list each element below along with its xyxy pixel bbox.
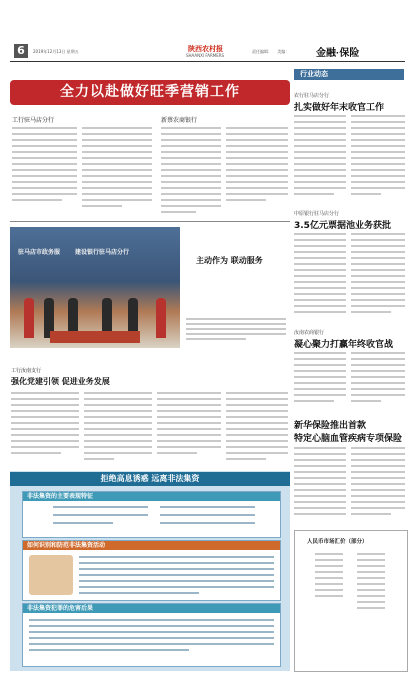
right-item-4-title2: 特定心脑血管疾病专项保险 — [294, 434, 403, 444]
anti-fraud-title: 拒绝高息诱惑 远离非法集资 — [10, 472, 290, 486]
editor-line: 责任编辑： 美编： — [252, 49, 290, 54]
photo-sign-1: 驻马店市政务服 — [18, 249, 61, 256]
newspaper-logo: 陕西农村报 — [188, 44, 223, 53]
photo-sign-2: 建设银行驻马店分行 — [75, 249, 130, 256]
photo-caption-title: 主动作为 联动服务 — [196, 256, 263, 265]
promo-box-1-title: 非法集资的主要表现特征 — [23, 492, 280, 501]
right-item-2-org: 中原银行驻马店分行 — [294, 211, 340, 217]
divider — [10, 221, 290, 222]
right-item-4-title: 新华保险推出首款 — [294, 421, 367, 431]
right-item-3-title: 凝心聚力打赢年终收官战 — [294, 340, 394, 350]
section-title: 金融·保险 — [316, 48, 360, 59]
article-org-1: 工行驻马店分行 — [12, 117, 55, 124]
exchange-rate-box — [294, 530, 408, 672]
newspaper-logo-sub: SHAANXI FARMERS — [186, 53, 225, 58]
exchange-rate-title: 人民币市场汇价（部分） — [307, 539, 368, 545]
header-rule — [10, 61, 405, 62]
article-org-2: 新蔡农商银行 — [161, 117, 198, 124]
right-item-1-title: 扎实做好年末收官工作 — [294, 103, 385, 113]
promo-box-1 — [22, 491, 281, 538]
industry-news-tag: 行业动态 — [294, 69, 404, 80]
illustration — [29, 555, 73, 595]
promo-box-2 — [22, 540, 281, 601]
page-number: 6 — [14, 44, 28, 58]
promo-box-3-title: 非法集资犯罪的危害后果 — [23, 604, 280, 613]
article-cm-title: 强化党建引领 促进业务发展 — [11, 377, 110, 386]
date-line: 2019年12月13日 星期五 — [33, 49, 79, 54]
promo-box-3 — [22, 603, 281, 667]
right-item-2-title: 3.5亿元票据池业务获批 — [294, 221, 391, 231]
right-item-1-org: 农行驻马店分行 — [294, 93, 330, 99]
news-photo — [10, 227, 180, 348]
right-item-3-org: 汝南农商银行 — [294, 330, 325, 336]
promo-box-2-title: 如何识别和防范非法集资活动 — [23, 541, 280, 550]
headline-banner: 全力以赴做好旺季营销工作 — [10, 80, 290, 105]
article-cm-org: 工行汝南支行 — [11, 368, 42, 374]
